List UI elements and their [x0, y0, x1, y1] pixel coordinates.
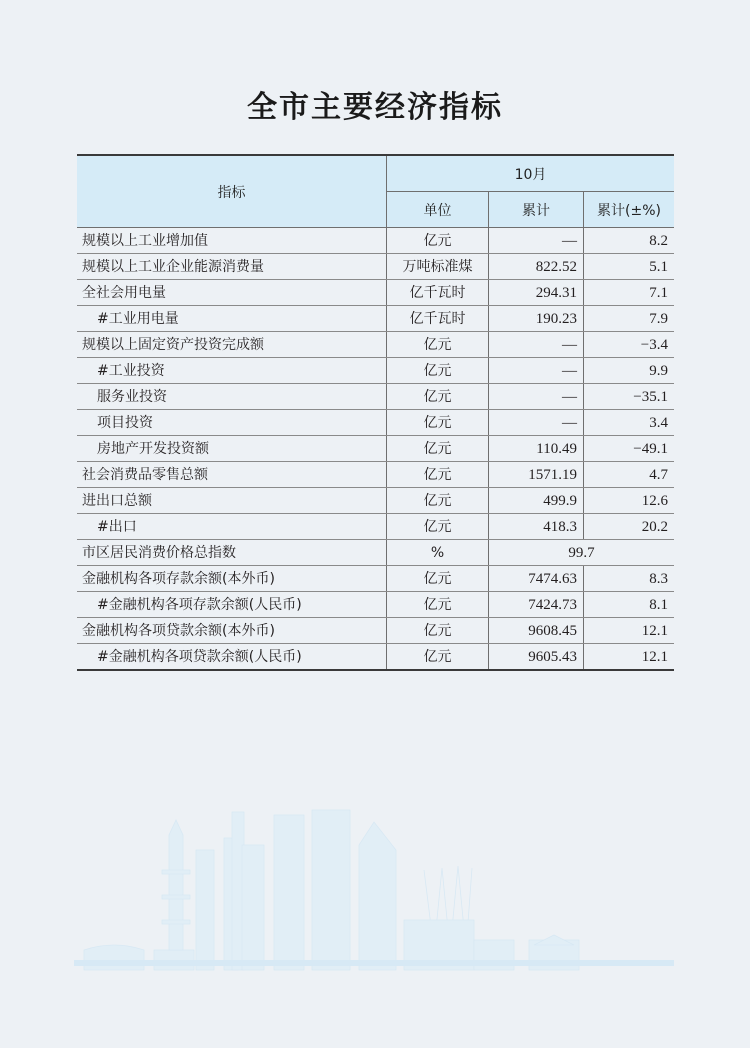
indicator-cumulative-pct: 3.4 — [584, 410, 675, 436]
indicator-unit: 亿元 — [387, 566, 489, 592]
indicator-unit: 亿元 — [387, 462, 489, 488]
indicator-cumulative-pct: 8.1 — [584, 592, 675, 618]
indicator-name: 进出口总额 — [77, 488, 387, 514]
indicator-name: #金融机构各项贷款余额(人民币) — [77, 644, 387, 671]
header-indicator: 指标 — [77, 155, 387, 228]
indicator-cumulative-value: 7424.73 — [489, 592, 584, 618]
indicator-unit: 亿元 — [387, 592, 489, 618]
indicator-unit: 亿千瓦时 — [387, 280, 489, 306]
indicator-unit: 亿元 — [387, 228, 489, 254]
indicator-name: #工业用电量 — [77, 306, 387, 332]
table-row — [77, 332, 674, 358]
indicator-cumulative-pct: 8.2 — [584, 228, 675, 254]
indicator-unit: 亿元 — [387, 410, 489, 436]
table-row — [77, 592, 674, 618]
indicator-cumulative-value: — — [489, 332, 584, 358]
table-row — [77, 644, 674, 671]
indicator-cumulative-pct: 4.7 — [584, 462, 675, 488]
indicator-name: 房地产开发投资额 — [77, 436, 387, 462]
indicator-cumulative-pct: −35.1 — [584, 384, 675, 410]
indicator-cumulative-pct: 8.3 — [584, 566, 675, 592]
indicator-unit: 亿元 — [387, 436, 489, 462]
table-row — [77, 514, 674, 540]
indicator-cumulative-pct: 5.1 — [584, 254, 675, 280]
table-body — [77, 228, 674, 671]
indicator-name: 社会消费品零售总额 — [77, 462, 387, 488]
table-row — [77, 306, 674, 332]
indicator-name: 服务业投资 — [77, 384, 387, 410]
indicator-unit: 亿元 — [387, 332, 489, 358]
indicator-name: 规模以上工业企业能源消费量 — [77, 254, 387, 280]
indicator-cumulative-pct: 9.9 — [584, 358, 675, 384]
page-title: 全市主要经济指标 — [247, 90, 503, 125]
indicator-name: 金融机构各项贷款余额(本外币) — [77, 618, 387, 644]
indicator-cumulative-value: 7474.63 — [489, 566, 584, 592]
table-row — [77, 540, 674, 566]
indicator-cumulative-value: 294.31 — [489, 280, 584, 306]
table-row — [77, 358, 674, 384]
indicator-unit: % — [387, 540, 489, 566]
indicator-name: 全社会用电量 — [77, 280, 387, 306]
indicator-name: 项目投资 — [77, 410, 387, 436]
table-row — [77, 228, 674, 254]
indicator-cumulative-value: 190.23 — [489, 306, 584, 332]
indicator-name: 金融机构各项存款余额(本外币) — [77, 566, 387, 592]
indicator-name: 规模以上工业增加值 — [77, 228, 387, 254]
indicator-unit: 亿元 — [387, 644, 489, 671]
indicator-cumulative-value: — — [489, 410, 584, 436]
indicator-cumulative-value: 9605.43 — [489, 644, 584, 671]
indicator-cumulative-value: 418.3 — [489, 514, 584, 540]
indicator-name: #工业投资 — [77, 358, 387, 384]
indicator-cumulative-value: 9608.45 — [489, 618, 584, 644]
table-row — [77, 566, 674, 592]
indicator-cumulative-pct: 12.6 — [584, 488, 675, 514]
indicator-cumulative-value: 1571.19 — [489, 462, 584, 488]
indicator-unit: 亿元 — [387, 514, 489, 540]
header-period: 10月 — [387, 155, 675, 192]
table-row — [77, 254, 674, 280]
indicator-unit: 亿元 — [387, 358, 489, 384]
indicator-cumulative-value: 822.52 — [489, 254, 584, 280]
table-row — [77, 488, 674, 514]
table-row — [77, 462, 674, 488]
indicator-unit: 亿元 — [387, 488, 489, 514]
indicator-cumulative-value: 110.49 — [489, 436, 584, 462]
indicator-unit: 亿元 — [387, 618, 489, 644]
table-row — [77, 436, 674, 462]
indicator-cumulative-value: 499.9 — [489, 488, 584, 514]
table-row — [77, 410, 674, 436]
indicator-name: #金融机构各项存款余额(人民币) — [77, 592, 387, 618]
economic-indicators-table — [77, 154, 674, 671]
indicator-cumulative-pct: −49.1 — [584, 436, 675, 462]
indicator-cumulative-pct: 7.9 — [584, 306, 675, 332]
indicator-cumulative-pct: 12.1 — [584, 618, 675, 644]
table-row — [77, 384, 674, 410]
indicator-cumulative-pct: 7.1 — [584, 280, 675, 306]
indicator-cumulative-pct: 12.1 — [584, 644, 675, 671]
indicator-index-value: 99.7 — [489, 540, 675, 566]
table-row — [77, 618, 674, 644]
indicator-unit: 亿千瓦时 — [387, 306, 489, 332]
city-skyline-icon — [74, 760, 674, 975]
indicator-cumulative-value: — — [489, 384, 584, 410]
indicator-unit: 亿元 — [387, 384, 489, 410]
header-unit: 单位 — [387, 192, 489, 228]
table-row — [77, 280, 674, 306]
indicator-unit: 万吨标准煤 — [387, 254, 489, 280]
indicator-name: #出口 — [77, 514, 387, 540]
indicator-cumulative-value: — — [489, 358, 584, 384]
indicator-cumulative-pct: −3.4 — [584, 332, 675, 358]
indicator-cumulative-value: — — [489, 228, 584, 254]
header-cumulative-pct: 累计(±%) — [584, 192, 675, 228]
header-cumulative: 累计 — [489, 192, 584, 228]
indicator-name: 规模以上固定资产投资完成额 — [77, 332, 387, 358]
indicator-cumulative-pct: 20.2 — [584, 514, 675, 540]
indicator-name: 市区居民消费价格总指数 — [77, 540, 387, 566]
